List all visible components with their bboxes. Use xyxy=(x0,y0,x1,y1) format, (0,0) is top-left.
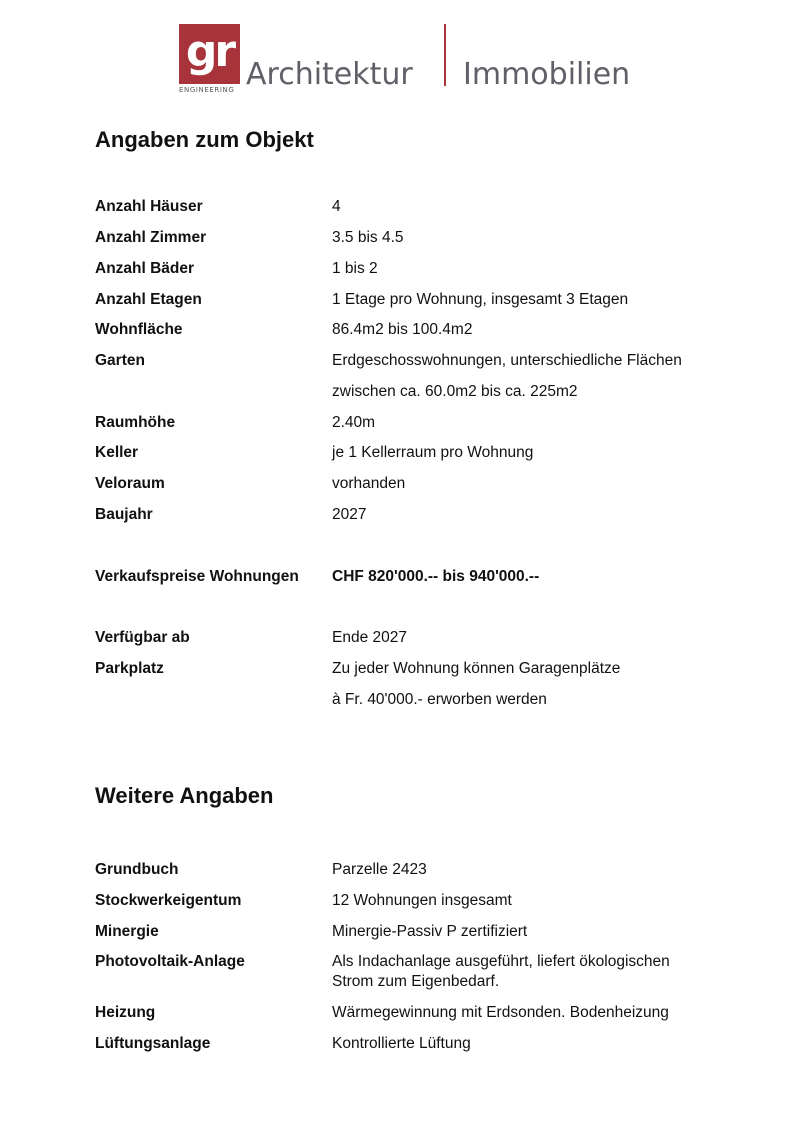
spec-value-continued: Strom zum Eigenbedarf. xyxy=(332,973,500,990)
spec-value: Als Indachanlage ausgeführt, liefert ökologischen xyxy=(332,953,670,970)
spec-label: Heizung xyxy=(95,1004,156,1021)
spec-label: Anzahl Bäder xyxy=(95,260,195,277)
spec-value: 1 Etage pro Wohnung, insgesamt 3 Etagen xyxy=(332,291,629,308)
spec-label: Raumhöhe xyxy=(95,414,176,431)
spec-label: Minergie xyxy=(95,923,159,940)
spec-label: Grundbuch xyxy=(95,861,179,878)
spec-value: 1 bis 2 xyxy=(332,260,378,277)
logo-subtitle: ENGINEERING xyxy=(179,86,235,94)
section-heading-weitere: Weitere Angaben xyxy=(95,783,274,808)
company-logo xyxy=(179,24,639,96)
spec-value: 4 xyxy=(332,198,341,215)
spec-value: 86.4m2 bis 100.4m2 xyxy=(332,321,473,338)
logo-divider xyxy=(444,24,446,86)
spec-value: Ende 2027 xyxy=(332,629,407,646)
spec-value-continued: zwischen ca. 60.0m2 bis ca. 225m2 xyxy=(332,383,578,400)
spec-value: Minergie-Passiv P zertifiziert xyxy=(332,923,528,940)
spec-value: 3.5 bis 4.5 xyxy=(332,229,404,246)
logo-mark-text: gr xyxy=(185,26,234,77)
section-heading-objekt: Angaben zum Objekt xyxy=(95,127,314,152)
spec-value: Parzelle 2423 xyxy=(332,861,427,878)
spec-label: Verkaufspreise Wohnungen xyxy=(95,568,299,585)
spec-value: Erdgeschosswohnungen, unterschiedliche Flächen xyxy=(332,352,682,369)
spec-label: Veloraum xyxy=(95,475,165,492)
spec-value: 2.40m xyxy=(332,414,376,431)
spec-value: je 1 Kellerraum pro Wohnung xyxy=(332,444,534,461)
spec-label: Keller xyxy=(95,444,139,461)
logo-word-architektur: Architektur xyxy=(246,57,413,92)
logo-mark xyxy=(179,24,240,84)
spec-label: Verfügbar ab xyxy=(95,629,190,646)
spec-value: Kontrollierte Lüftung xyxy=(332,1035,471,1052)
spec-value: Zu jeder Wohnung können Garagenplätze xyxy=(332,660,621,677)
logo-word-immobilien: Immobilien xyxy=(463,57,631,92)
spec-label: Anzahl Zimmer xyxy=(95,229,207,246)
spec-label: Parkplatz xyxy=(95,660,164,677)
spec-label: Lüftungsanlage xyxy=(95,1035,211,1052)
spec-value: vorhanden xyxy=(332,475,406,492)
spec-value: Wärmegewinnung mit Erdsonden. Bodenheizung xyxy=(332,1004,669,1021)
spec-label: Baujahr xyxy=(95,506,153,523)
spec-value: 12 Wohnungen insgesamt xyxy=(332,892,512,909)
spec-value: 2027 xyxy=(332,506,367,523)
spec-value-continued: à Fr. 40'000.- erworben werden xyxy=(332,691,547,708)
spec-label: Photovoltaik-Anlage xyxy=(95,953,245,970)
price-value: CHF 820'000.-- bis 940'000.-- xyxy=(332,568,540,585)
spec-label: Wohnfläche xyxy=(95,321,183,338)
spec-label: Anzahl Häuser xyxy=(95,198,203,215)
spec-label: Anzahl Etagen xyxy=(95,291,202,308)
spec-label: Garten xyxy=(95,352,145,369)
spec-label: Stockwerkeigentum xyxy=(95,892,242,909)
